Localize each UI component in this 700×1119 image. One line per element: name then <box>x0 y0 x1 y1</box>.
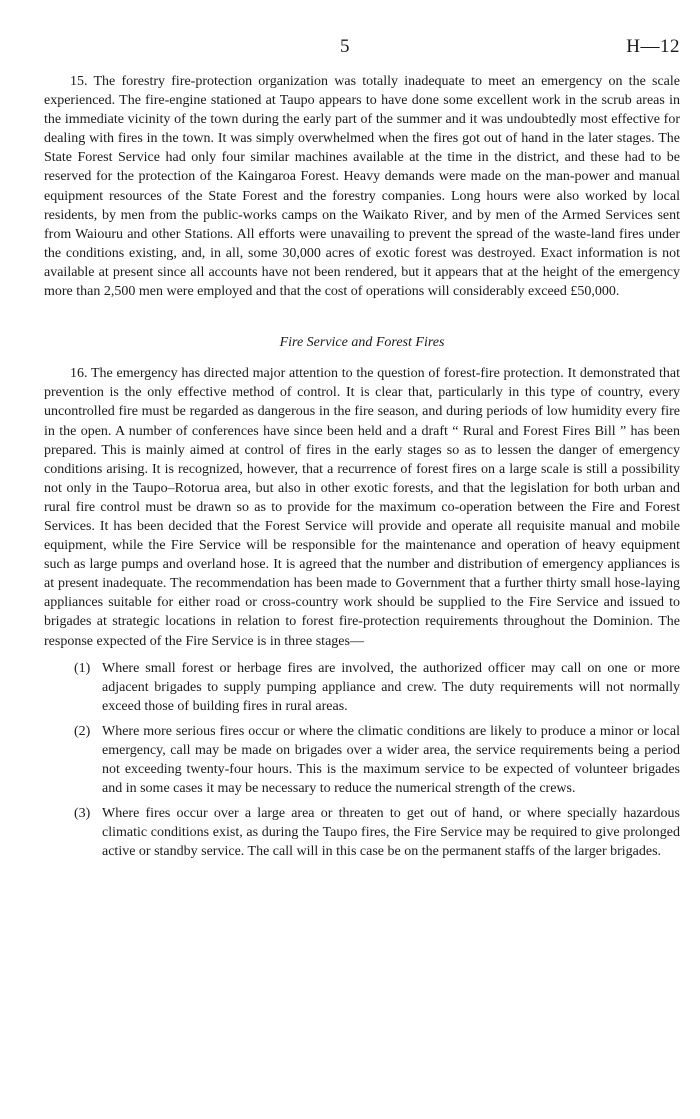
list-item-text: Where small forest or herbage fires are involved, the authorized officer may call on one or more adjacent brigades to supply pumping appliance and crew. The duty requirements will not normally exceed those of building fires in rural areas. <box>102 660 680 714</box>
list-item-number: (2) <box>74 723 91 739</box>
page-header <box>0 36 700 60</box>
list-item <box>44 722 680 798</box>
document-reference: H—12 <box>626 36 680 57</box>
page-number: 5 <box>340 36 350 57</box>
list-item <box>44 659 680 716</box>
stages-list <box>44 659 680 862</box>
section-heading: Fire Service and Forest Fires <box>279 335 445 351</box>
document-body <box>44 72 680 868</box>
list-item-text: Where more serious fires occur or where the climatic conditions are likely to produce a minor or local emergency, call may be made on brigades over a wider area, the service requirements being a period not exceeding twenty-four hours. This is the maximum service to be expected of volunteer brigades and in some cases it may be necessary to reduce the numerical strength of the crews. <box>102 723 680 797</box>
list-item-number: (1) <box>74 660 91 676</box>
list-item <box>44 804 680 861</box>
paragraph-16: 16. The emergency has directed major attention to the question of forest-fire protection. It demonstrated that prevention is the only effective method of control. It is clear that, particularly in this type of country, every uncontrolled fire must be regarded as dangerous in the fire season, and during periods of low humidity every fire in the open. A number of conferences have since been held and a draft “ Rural and Forest Fires Bill ” has been prepared. This is mainly aimed at control of fires in the early stages so as to lessen the danger of emergency conditions arising. It is recognized, however, that a recurrence of forest fires on a large scale is still a possibility not only in the Taupo–Rotorua area, but also in other exotic forests, and that the legislation for both urban and rural fire control must be drawn so as to provide for the maximum co-operation between the Fire and Forest Services. It has been decided that the Forest Service will provide and operate all requisite manual and mobile equipment, while the Fire Service will be responsible for the maintenance and operation of heavy equipment such as large pumps and overland hose. It is agreed that the number and distribution of emergency appliances is at present inadequate. The recommendation has been made to Government that a further thirty small hose-laying appliances suitable for either road or cross-country work should be supplied to the Fire Service and issued to brigades at strategic locations in relation to forest fire-protection requirements throughout the Dominion. The response expected of the Fire Service is in three stages— <box>44 366 680 649</box>
list-item-number: (3) <box>74 806 91 822</box>
list-item-text: Where fires occur over a large area or threaten to get out of hand, or where specially hazardous climatic conditions exist, as during the Taupo fires, the Fire Service may be required to give prolonged active or standby service. The call will in this case be on the permanent staffs of the larger brigades. <box>102 806 680 860</box>
paragraph-15: 15. The forestry fire-protection organization was totally inadequate to meet an emergency on the scale experienced. The fire-engine stationed at Taupo appears to have done some excellent work in the scrub areas in the immediate vicinity of the town during the early part of the summer and it was undoubtedly most effective for dealing with fires in the town. It was simply overwhelmed when the fires got out of hand in the later stages. The State Forest Service had only four similar machines available at the time in the district, and these had to be reserved for the protection of the Kaingaroa Forest. Heavy demands were made on the man-power and manual equipment resources of the State Forest and the forestry companies. Long hours were also worked by local residents, by men from the public-works camps on the Waikato River, and by men of the Armed Services sent from Waiouru and other Stations. All efforts were unavailing to prevent the spread of the waste-land fires under the conditions existing, and, in all, some 30,000 acres of exotic forest was destroyed. Exact information is not available at present since all accounts have not been rendered, but it appears that at the height of the emergency more than 2,500 men were employed and that the cost of operations will considerably exceed £50,000. <box>44 74 680 300</box>
